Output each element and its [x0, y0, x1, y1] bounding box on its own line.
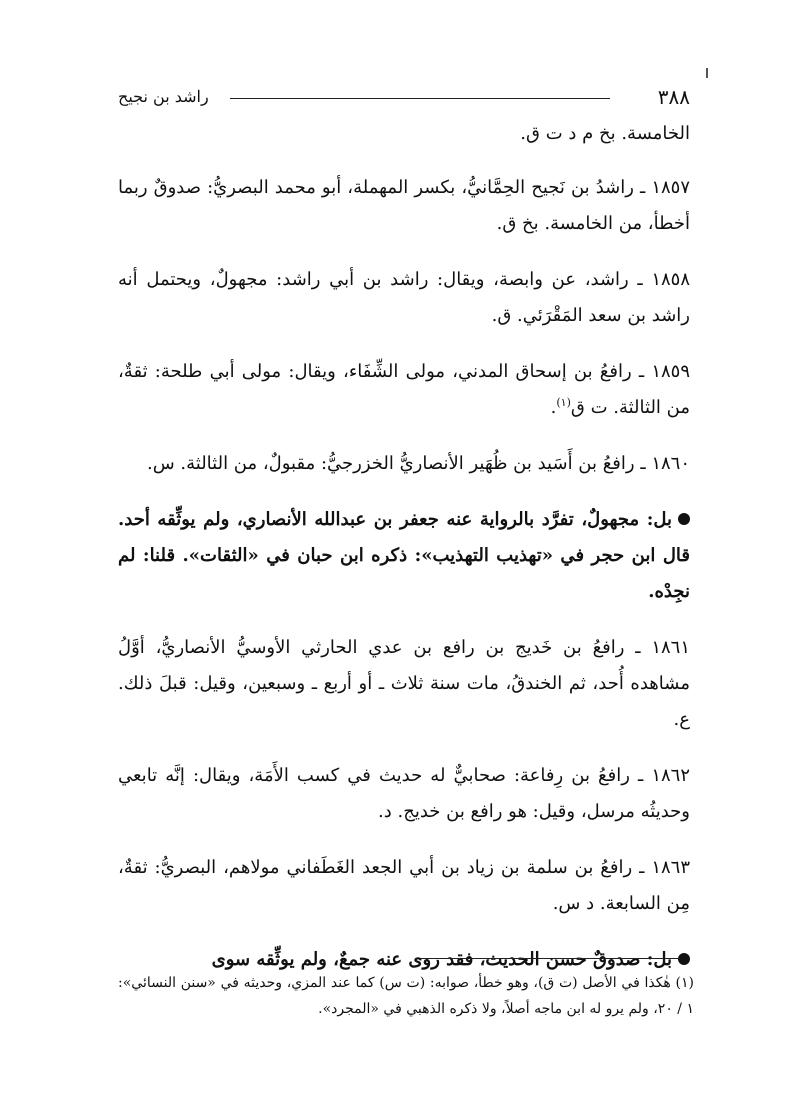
body-text [118, 116, 690, 998]
corner-mark [706, 68, 708, 78]
footnotes [118, 970, 694, 1022]
entry-1858 [118, 262, 690, 334]
paragraph-text: ١٨٦٢ ـ رافعُ بن رِفاعة: صحابيٌّ له حديث في كسب الأَمَة، ويقال: إنَّه تابعي وحديثُه مرسل، وقيل: هو رافع بن خديج. د. [118, 765, 690, 822]
entry-1862 [118, 758, 690, 830]
bullet-icon [678, 513, 690, 525]
paragraph [118, 116, 690, 152]
comment-paragraph [118, 502, 690, 610]
entry-1860 [118, 446, 690, 482]
paragraph-text: الخامسة. بخ م د ت ق. [520, 123, 690, 144]
entry-1857 [118, 170, 690, 242]
paragraph-text: ١٨٥٩ ـ رافعُ بن إسحاق المدني، مولى الشِّفَاء، ويقال: مولى أبي طلحة: ثقةٌ، من الثالثة. ت ق [118, 361, 690, 418]
footnote-ref: (١) [556, 396, 571, 409]
header-rule [230, 98, 610, 99]
paragraph-text: ١٨٦٠ ـ رافعُ بن أَسَيد بن ظُهَير الأنصاريُّ الخزرجيُّ: مقبولٌ، من الثالثة. س. [146, 453, 690, 474]
page-number: ٣٨٨ [657, 85, 690, 109]
entry-1863 [118, 850, 690, 922]
paragraph-text: بل: مجهولٌ، تفرَّد بالرواية عنه جعفر بن عبدالله الأنصاري، ولم يوثِّقه أحد. قال ابن حجر في «تهذيب التهذيب»: ذكره ابن حبان في «الثقات». قلنا: لم نجِدْه. [118, 509, 690, 602]
paragraph-text: ١٨٦٣ ـ رافعُ بن سلمة بن زياد بن أبي الجعد الغَطَفاني مولاهم، البصريُّ: ثقةٌ، مِن السابعة. د س. [118, 857, 690, 914]
footnote-rule [420, 958, 680, 959]
paragraph-text: ١٨٦١ ـ رافعُ بن خَديج بن رافع بن عدي الحارثي الأوسيُّ الأنصاريُّ، أوَّلُ مشاهده أُحد، ثم الخندقُ، مات سنة ثلاث ـ أو أربع ـ وسبعين، وقيل: قبلَ ذلك. ع. [118, 637, 690, 730]
entry-1859 [118, 354, 690, 426]
footnote-1 [118, 970, 694, 1022]
period: . [550, 397, 557, 418]
paragraph-text: ١٨٥٨ ـ راشد، عن وابصة، ويقال: راشد بن أبي راشد: مجهولٌ، ويحتمل أنه راشد بن سعد المَقْرَئي. ق. [118, 269, 690, 326]
page-header [118, 84, 690, 114]
bullet-icon [678, 953, 690, 965]
footnote-text: (١) هٰكذا في الأصل (ت ق)، وهو خطأ، صوابه: (ت س) كما عند المزي، وحديثه في «سنن النسائي»: ١ / ٢٠، ولم يرو له ابن ماجه أصلاً، ولا ذكره الذهبي في «المجرد». [118, 975, 694, 1017]
entry-1861 [118, 630, 690, 738]
running-title: راشد بن نجيح [118, 87, 209, 106]
paragraph-text: بل: صدوقٌ حسن الحديث، فقد روى عنه جمعٌ، ولم يوثِّقه سوى [211, 949, 672, 970]
paragraph-text: ١٨٥٧ ـ راشدُ بن نَجيح الحِمَّانيُّ، بكسر المهملة، أبو محمد البصريُّ: صدوقٌ ربما أخطأ، من الخامسة. بخ ق. [118, 177, 690, 234]
